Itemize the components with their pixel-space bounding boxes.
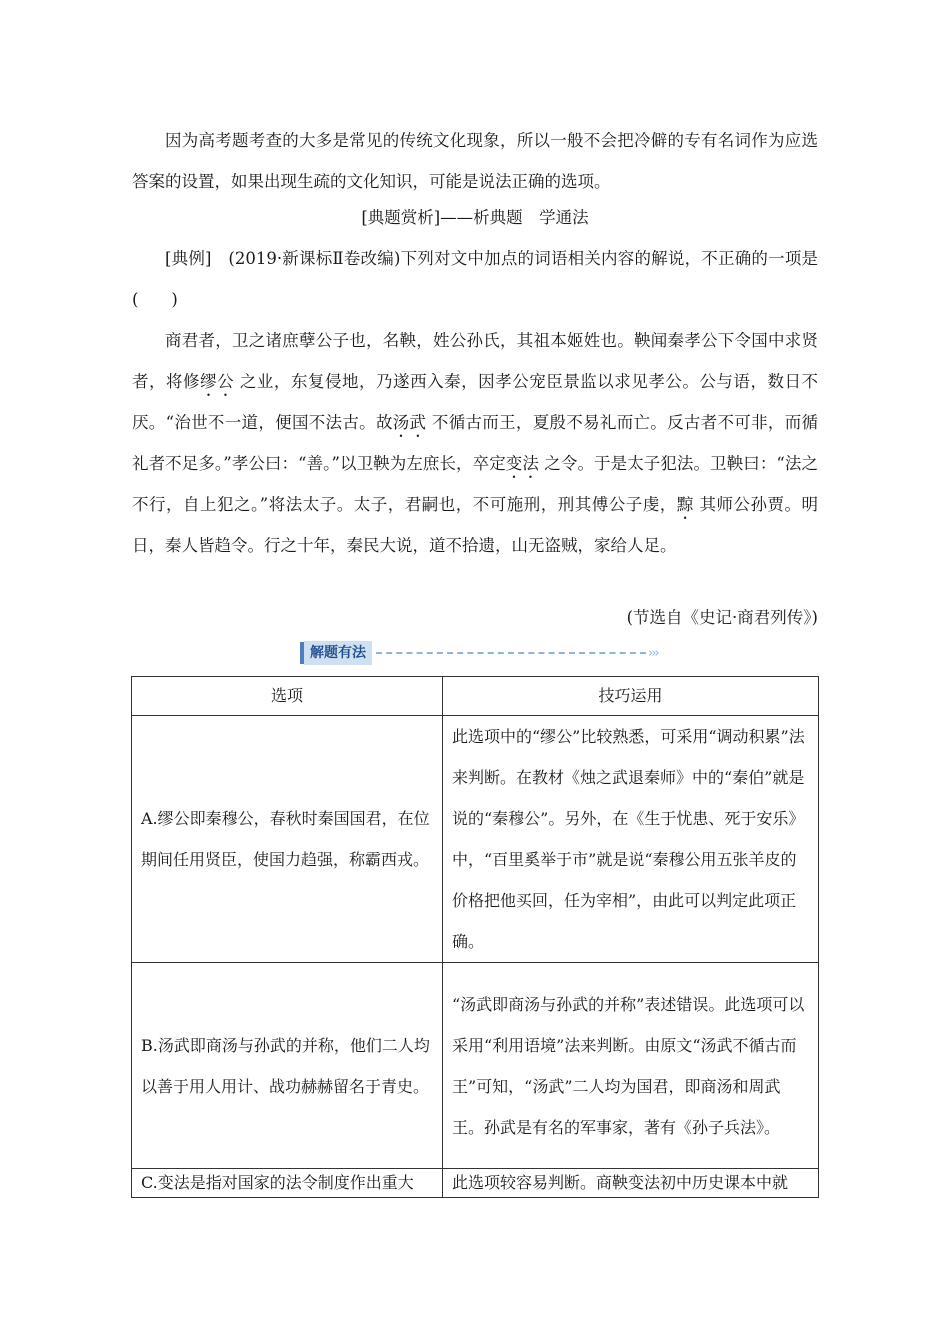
chevron-right-icon: ›››: [648, 645, 658, 661]
table-header-row: [132, 677, 819, 716]
example-question-text: 下列对文中加点的词语相关内容的解说，不正确的一项是( ): [132, 249, 819, 309]
dotted-word-bianfa: 变法: [505, 454, 539, 473]
technique-cell: 此选项较容易判断。商鞅变法初中历史课本中就: [443, 1169, 819, 1198]
passage-segment: 不循古而王，夏殷不易礼而亡。反古者不可非，而循礼者不足多。”孝公曰：“善。”以卫鞅为左庶长，卒定: [132, 413, 819, 473]
passage-segment: 之令。于是太子犯法。卫鞅曰：“法之不行，自上犯之。”将法太子。太子，君嗣也，不可施刑，刑其傅公子虔，: [132, 454, 819, 514]
option-cell: C.变法是指对国家的法令制度作出重大: [132, 1169, 443, 1198]
example-label: [典例]: [165, 249, 212, 268]
analysis-table: [131, 676, 819, 1198]
passage-segment: 之业，东复侵地，乃遂西入秦，因孝公宠臣景监以求见孝公。公与语，数日不厌。“治世不一道，便国不法古。故: [132, 372, 819, 432]
passage-segment: 商君者，卫之诸庶孽公子也，名鞅，姓公孙氏，其祖本姬姓也。鞅闻秦孝公下令国中求贤者，将修: [132, 331, 818, 391]
technique-cell: “汤武即商汤与孙武的并称”表述错误。此选项可以采用“利用语境”法来判断。由原文“汤武不循古而王”可知，“汤武”二人均为国君，即商汤和周武王。孙武是有名的军事家，著有《孙子兵法》。: [443, 963, 819, 1169]
passage-segment: 其师公孙贾。明日，秦人皆趋令。行之十年，秦民大说，道不拾遗，山无盗贼，家给人足。: [132, 495, 819, 555]
table-row: [132, 963, 819, 1169]
banner-dashed-line: [376, 652, 646, 654]
dotted-word-qing: 黥: [676, 495, 694, 514]
intro-paragraph: 因为高考题考查的大多是常见的传统文化现象，所以一般不会把冷僻的专有名词作为应选答案的设置，如果出现生疏的文化知识，可能是说法正确的选项。: [132, 131, 818, 191]
option-cell: A.缪公即秦穆公，春秋时秦国国君，在位期间任用贤臣，使国力趋强，称霸西戎。: [132, 716, 443, 963]
table-header: 选项: [132, 677, 443, 716]
banner-label: 解题有法: [304, 641, 372, 665]
table-row: [132, 716, 819, 963]
technique-cell: 此选项中的“缪公”比较熟悉，可采用“调动积累”法来判断。在教材《烛之武退秦师》中的“秦伯”就是说的“秦穆公”。另外，在《生于忧患、死于安乐》中，“百里奚举于市”就是说“秦穆公用五张羊皮的价格把他买回，任为宰相”，由此可以判定此项正确。: [443, 716, 819, 963]
dotted-word-miugong: 缪公: [200, 372, 235, 391]
table-header: 技巧运用: [443, 677, 819, 716]
section-heading: [典题赏析]——析典题 学通法: [361, 208, 589, 227]
dotted-word-tangwu: 汤武: [392, 413, 427, 432]
passage-text: [132, 320, 818, 566]
example-source: (2019·新课标Ⅱ卷改编): [228, 249, 401, 268]
example-question: [132, 238, 818, 320]
table-row: [132, 1169, 819, 1198]
option-cell: B.汤武即商汤与孙武的并称，他们二人均以善于用人用计、战功赫赫留名于青史。: [132, 963, 443, 1169]
method-banner: [300, 640, 658, 666]
passage-source: (节选自《史记·商君列传》): [626, 608, 818, 627]
